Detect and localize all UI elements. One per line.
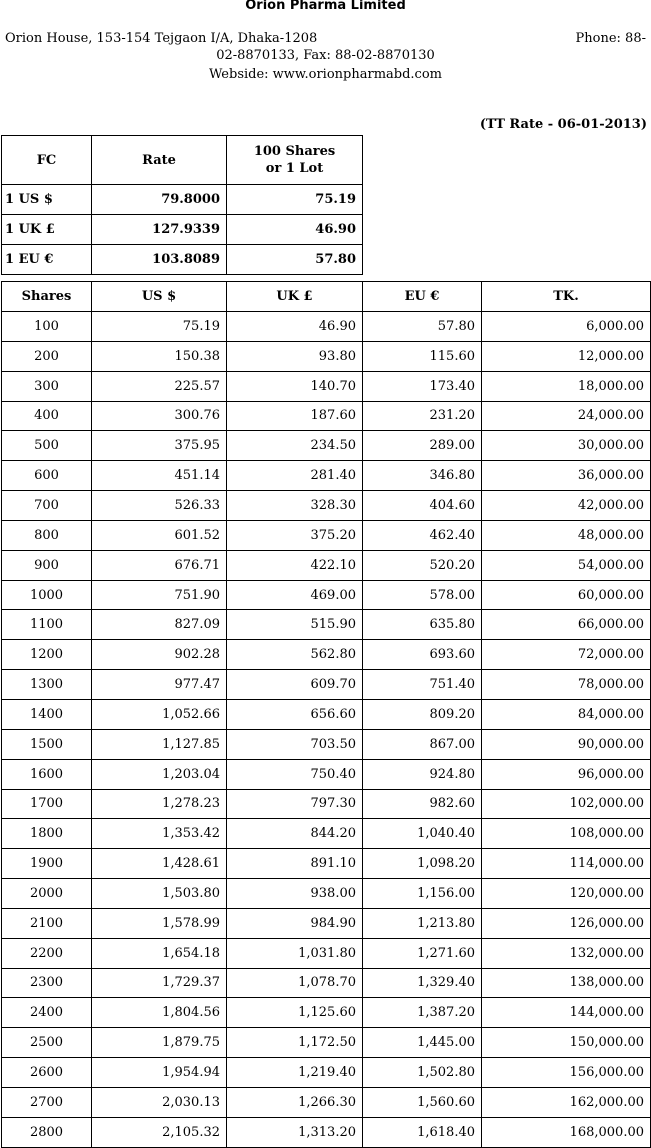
cell-gbp: 797.30: [227, 789, 363, 819]
table-row: [2, 491, 651, 521]
exchange-rate-table: [1, 135, 363, 275]
cell-shares: 700: [2, 491, 92, 521]
header-gbp: UK £: [227, 282, 363, 312]
cell-shares: 800: [2, 520, 92, 550]
cell-usd: 526.33: [92, 491, 227, 521]
cell-gbp: 375.20: [227, 520, 363, 550]
cell-usd: 1,428.61: [92, 849, 227, 879]
cell-gbp: 515.90: [227, 610, 363, 640]
table-row: [2, 520, 651, 550]
cell-eur: 57.80: [363, 312, 482, 342]
cell-shares: 1900: [2, 849, 92, 879]
cell-gbp: 469.00: [227, 580, 363, 610]
table-row: [2, 819, 651, 849]
cell-usd: 1,052.66: [92, 699, 227, 729]
cell-shares: 2000: [2, 879, 92, 909]
rate-row: [2, 185, 363, 215]
cell-eur: 1,387.20: [363, 998, 482, 1028]
company-name: Orion Pharma Limited: [245, 0, 406, 13]
cell-tk: 156,000.00: [482, 1058, 651, 1088]
table-row: [2, 849, 651, 879]
cell-gbp: 1,031.80: [227, 938, 363, 968]
rate-row: [2, 215, 363, 245]
cell-gbp: 656.60: [227, 699, 363, 729]
cell-gbp: 46.90: [227, 312, 363, 342]
cell-tk: 24,000.00: [482, 401, 651, 431]
cell-usd: 2,030.13: [92, 1087, 227, 1117]
cell-eur: 924.80: [363, 759, 482, 789]
cell-tk: 72,000.00: [482, 640, 651, 670]
cell-usd: 1,729.37: [92, 968, 227, 998]
cell-usd: 1,578.99: [92, 908, 227, 938]
cell-gbp: 93.80: [227, 341, 363, 371]
cell-usd: 902.28: [92, 640, 227, 670]
cell-gbp: 281.40: [227, 461, 363, 491]
cell-usd: 601.52: [92, 520, 227, 550]
table-row: [2, 401, 651, 431]
cell-shares: 1500: [2, 729, 92, 759]
cell-gbp: 703.50: [227, 729, 363, 759]
cell-tk: 108,000.00: [482, 819, 651, 849]
cell-usd: 2,105.32: [92, 1117, 227, 1147]
cell-tk: 90,000.00: [482, 729, 651, 759]
cell-tk: 84,000.00: [482, 699, 651, 729]
table-row: [2, 789, 651, 819]
cell-shares: 100: [2, 312, 92, 342]
cell-shares: 2600: [2, 1058, 92, 1088]
cell-tk: 6,000.00: [482, 312, 651, 342]
cell-tk: 54,000.00: [482, 550, 651, 580]
cell-eur: 462.40: [363, 520, 482, 550]
cell-shares: 1200: [2, 640, 92, 670]
cell-tk: 120,000.00: [482, 879, 651, 909]
cell-eur: 289.00: [363, 431, 482, 461]
company-address: Orion House, 153-154 Tejgaon I/A, Dhaka-1208: [5, 31, 318, 46]
table-row: [2, 312, 651, 342]
table-row: [2, 1058, 651, 1088]
cell-gbp: 1,219.40: [227, 1058, 363, 1088]
cell-eur: 1,098.20: [363, 849, 482, 879]
cell-shares: 1100: [2, 610, 92, 640]
cell-gbp: 1,266.30: [227, 1087, 363, 1117]
phone-fax: 02-8870133, Fax: 88-02-8870130: [216, 48, 435, 63]
cell-usd: 1,879.75: [92, 1028, 227, 1058]
cell-shares: 1400: [2, 699, 92, 729]
cell-eur: 1,560.60: [363, 1087, 482, 1117]
cell-eur: 751.40: [363, 670, 482, 700]
cell-tk: 78,000.00: [482, 670, 651, 700]
cell-usd: 827.09: [92, 610, 227, 640]
shares-table-header-row: [2, 282, 651, 312]
table-row: [2, 431, 651, 461]
header-tk: TK.: [482, 282, 651, 312]
table-row: [2, 759, 651, 789]
cell-shares: 900: [2, 550, 92, 580]
cell-tk: 150,000.00: [482, 1028, 651, 1058]
cell-eur: 982.60: [363, 789, 482, 819]
rate-value: 79.8000: [92, 185, 227, 215]
cell-eur: 1,271.60: [363, 938, 482, 968]
cell-tk: 168,000.00: [482, 1117, 651, 1147]
cell-shares: 1800: [2, 819, 92, 849]
cell-gbp: 1,313.20: [227, 1117, 363, 1147]
rate-value: 127.9339: [92, 215, 227, 245]
cell-gbp: 609.70: [227, 670, 363, 700]
cell-usd: 1,353.42: [92, 819, 227, 849]
cell-tk: 138,000.00: [482, 968, 651, 998]
rate-currency: 1 US $: [2, 185, 92, 215]
cell-gbp: 562.80: [227, 640, 363, 670]
rate-lot-value: 75.19: [227, 185, 363, 215]
cell-eur: 1,040.40: [363, 819, 482, 849]
cell-shares: 400: [2, 401, 92, 431]
cell-shares: 1000: [2, 580, 92, 610]
table-row: [2, 610, 651, 640]
table-row: [2, 341, 651, 371]
cell-shares: 2400: [2, 998, 92, 1028]
rate-row: [2, 245, 363, 275]
cell-eur: 867.00: [363, 729, 482, 759]
table-row: [2, 371, 651, 401]
cell-eur: 404.60: [363, 491, 482, 521]
table-row: [2, 461, 651, 491]
cell-shares: 1700: [2, 789, 92, 819]
cell-shares: 1600: [2, 759, 92, 789]
rate-table-header-row: [2, 136, 363, 185]
cell-eur: 1,502.80: [363, 1058, 482, 1088]
cell-tk: 126,000.00: [482, 908, 651, 938]
table-row: [2, 550, 651, 580]
cell-usd: 751.90: [92, 580, 227, 610]
cell-gbp: 187.60: [227, 401, 363, 431]
table-row: [2, 879, 651, 909]
table-row: [2, 580, 651, 610]
cell-tk: 18,000.00: [482, 371, 651, 401]
shares-table-body: [2, 312, 651, 1148]
cell-tk: 60,000.00: [482, 580, 651, 610]
cell-gbp: 891.10: [227, 849, 363, 879]
cell-eur: 520.20: [363, 550, 482, 580]
phone-label: Phone: 88-: [575, 31, 646, 46]
cell-tk: 162,000.00: [482, 1087, 651, 1117]
cell-gbp: 938.00: [227, 879, 363, 909]
cell-gbp: 234.50: [227, 431, 363, 461]
cell-gbp: 1,125.60: [227, 998, 363, 1028]
cell-usd: 1,203.04: [92, 759, 227, 789]
header-lot-line2: or 1 Lot: [265, 161, 324, 176]
cell-usd: 1,954.94: [92, 1058, 227, 1088]
cell-eur: 693.60: [363, 640, 482, 670]
website: Webside: www.orionpharmabd.com: [209, 67, 442, 82]
cell-shares: 1300: [2, 670, 92, 700]
cell-usd: 977.47: [92, 670, 227, 700]
table-row: [2, 1117, 651, 1147]
cell-tk: 66,000.00: [482, 610, 651, 640]
table-row: [2, 1087, 651, 1117]
cell-usd: 676.71: [92, 550, 227, 580]
cell-usd: 1,804.56: [92, 998, 227, 1028]
table-row: [2, 729, 651, 759]
rate-currency: 1 EU €: [2, 245, 92, 275]
cell-usd: 451.14: [92, 461, 227, 491]
cell-eur: 231.20: [363, 401, 482, 431]
cell-tk: 12,000.00: [482, 341, 651, 371]
rate-currency: 1 UK £: [2, 215, 92, 245]
cell-eur: 1,445.00: [363, 1028, 482, 1058]
cell-eur: 1,329.40: [363, 968, 482, 998]
cell-usd: 150.38: [92, 341, 227, 371]
cell-eur: 635.80: [363, 610, 482, 640]
cell-gbp: 1,172.50: [227, 1028, 363, 1058]
cell-shares: 2200: [2, 938, 92, 968]
cell-shares: 200: [2, 341, 92, 371]
cell-usd: 375.95: [92, 431, 227, 461]
header-eur: EU €: [363, 282, 482, 312]
cell-shares: 2100: [2, 908, 92, 938]
table-row: [2, 998, 651, 1028]
cell-tk: 114,000.00: [482, 849, 651, 879]
cell-usd: 225.57: [92, 371, 227, 401]
table-row: [2, 670, 651, 700]
cell-eur: 1,618.40: [363, 1117, 482, 1147]
header-rate: Rate: [92, 136, 227, 185]
rate-value: 103.8089: [92, 245, 227, 275]
cell-tk: 102,000.00: [482, 789, 651, 819]
cell-shares: 500: [2, 431, 92, 461]
cell-gbp: 422.10: [227, 550, 363, 580]
header-lot: [227, 136, 363, 185]
table-row: [2, 1028, 651, 1058]
cell-shares: 2300: [2, 968, 92, 998]
cell-gbp: 140.70: [227, 371, 363, 401]
header-usd: US $: [92, 282, 227, 312]
rate-lot-value: 46.90: [227, 215, 363, 245]
cell-shares: 300: [2, 371, 92, 401]
cell-eur: 346.80: [363, 461, 482, 491]
cell-usd: 1,278.23: [92, 789, 227, 819]
cell-eur: 115.60: [363, 341, 482, 371]
cell-shares: 2700: [2, 1087, 92, 1117]
cell-shares: 2500: [2, 1028, 92, 1058]
cell-gbp: 984.90: [227, 908, 363, 938]
cell-eur: 809.20: [363, 699, 482, 729]
table-row: [2, 640, 651, 670]
cell-gbp: 844.20: [227, 819, 363, 849]
cell-eur: 1,213.80: [363, 908, 482, 938]
header-fc: FC: [2, 136, 92, 185]
header-shares: Shares: [2, 282, 92, 312]
shares-value-table: [1, 281, 651, 1148]
cell-usd: 1,654.18: [92, 938, 227, 968]
cell-shares: 2800: [2, 1117, 92, 1147]
cell-eur: 1,156.00: [363, 879, 482, 909]
cell-tk: 96,000.00: [482, 759, 651, 789]
cell-usd: 75.19: [92, 312, 227, 342]
cell-tk: 48,000.00: [482, 520, 651, 550]
table-row: [2, 938, 651, 968]
table-row: [2, 908, 651, 938]
table-row: [2, 968, 651, 998]
cell-gbp: 750.40: [227, 759, 363, 789]
rate-lot-value: 57.80: [227, 245, 363, 275]
cell-shares: 600: [2, 461, 92, 491]
header-lot-line1: 100 Shares: [253, 144, 336, 159]
cell-usd: 300.76: [92, 401, 227, 431]
cell-tk: 42,000.00: [482, 491, 651, 521]
cell-tk: 30,000.00: [482, 431, 651, 461]
cell-gbp: 328.30: [227, 491, 363, 521]
cell-tk: 144,000.00: [482, 998, 651, 1028]
table-row: [2, 699, 651, 729]
cell-usd: 1,503.80: [92, 879, 227, 909]
cell-eur: 578.00: [363, 580, 482, 610]
cell-tk: 36,000.00: [482, 461, 651, 491]
cell-eur: 173.40: [363, 371, 482, 401]
tt-rate-date: (TT Rate - 06-01-2013): [479, 117, 647, 132]
cell-tk: 132,000.00: [482, 938, 651, 968]
cell-gbp: 1,078.70: [227, 968, 363, 998]
cell-usd: 1,127.85: [92, 729, 227, 759]
